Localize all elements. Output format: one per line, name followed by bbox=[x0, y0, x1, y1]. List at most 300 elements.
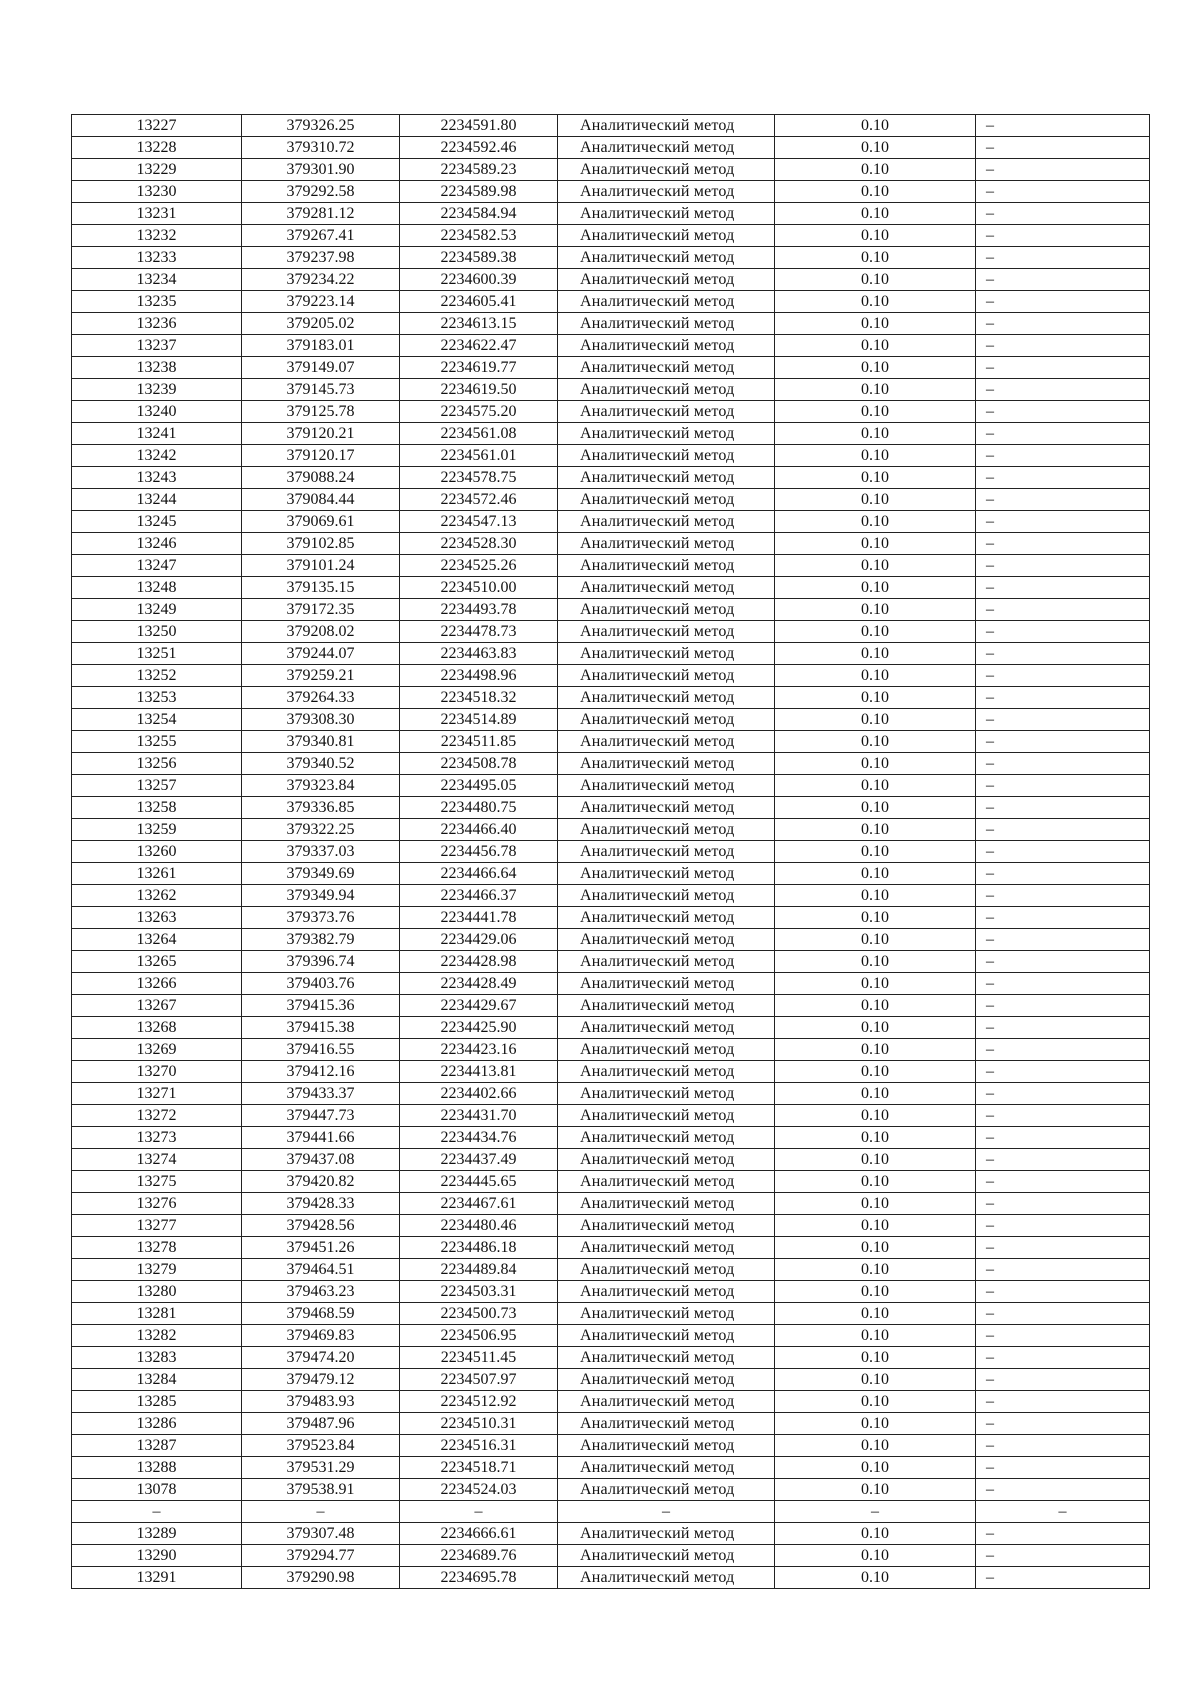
note-cell: – bbox=[976, 885, 1150, 907]
y-coordinate-cell: 2234695.78 bbox=[400, 1567, 558, 1589]
note-cell: – bbox=[976, 445, 1150, 467]
y-coordinate-cell: 2234431.70 bbox=[400, 1105, 558, 1127]
note-cell: – bbox=[976, 313, 1150, 335]
accuracy-cell: 0.10 bbox=[775, 489, 976, 511]
y-coordinate-cell: 2234561.01 bbox=[400, 445, 558, 467]
accuracy-cell: 0.10 bbox=[775, 511, 976, 533]
accuracy-cell: 0.10 bbox=[775, 621, 976, 643]
note-cell: – bbox=[976, 995, 1150, 1017]
point-number-cell: 13283 bbox=[72, 1347, 242, 1369]
accuracy-cell: 0.10 bbox=[775, 1545, 976, 1567]
table-row bbox=[72, 181, 1150, 203]
point-number-cell: 13256 bbox=[72, 753, 242, 775]
table-row bbox=[72, 995, 1150, 1017]
point-number-cell: 13265 bbox=[72, 951, 242, 973]
note-cell: – bbox=[976, 511, 1150, 533]
note-cell: – bbox=[976, 1435, 1150, 1457]
point-number-cell: 13277 bbox=[72, 1215, 242, 1237]
accuracy-cell: 0.10 bbox=[775, 1105, 976, 1127]
table-row bbox=[72, 841, 1150, 863]
point-number-cell: 13271 bbox=[72, 1083, 242, 1105]
note-cell: – bbox=[976, 1545, 1150, 1567]
x-coordinate-cell: 379412.16 bbox=[242, 1061, 400, 1083]
method-cell: Аналитический метод bbox=[558, 731, 775, 753]
x-coordinate-cell: 379259.21 bbox=[242, 665, 400, 687]
note-cell: – bbox=[976, 841, 1150, 863]
accuracy-cell: 0.10 bbox=[775, 137, 976, 159]
point-number-cell: 13267 bbox=[72, 995, 242, 1017]
y-coordinate-cell: 2234518.32 bbox=[400, 687, 558, 709]
method-cell: Аналитический метод bbox=[558, 599, 775, 621]
note-cell: – bbox=[976, 1325, 1150, 1347]
x-coordinate-cell: 379479.12 bbox=[242, 1369, 400, 1391]
table-row bbox=[72, 907, 1150, 929]
accuracy-cell: 0.10 bbox=[775, 1523, 976, 1545]
x-coordinate-cell: 379487.96 bbox=[242, 1413, 400, 1435]
accuracy-cell: 0.10 bbox=[775, 203, 976, 225]
y-coordinate-cell: 2234506.95 bbox=[400, 1325, 558, 1347]
method-cell: Аналитический метод bbox=[558, 753, 775, 775]
method-cell: Аналитический метод bbox=[558, 643, 775, 665]
table-row bbox=[72, 1325, 1150, 1347]
accuracy-cell: 0.10 bbox=[775, 599, 976, 621]
table-row bbox=[72, 137, 1150, 159]
note-cell: – bbox=[976, 1303, 1150, 1325]
accuracy-cell: 0.10 bbox=[775, 753, 976, 775]
y-coordinate-cell: 2234425.90 bbox=[400, 1017, 558, 1039]
note-cell: – bbox=[976, 1501, 1150, 1523]
table-row bbox=[72, 929, 1150, 951]
x-coordinate-cell: 379308.30 bbox=[242, 709, 400, 731]
accuracy-cell: 0.10 bbox=[775, 269, 976, 291]
x-coordinate-cell: 379437.08 bbox=[242, 1149, 400, 1171]
method-cell: Аналитический метод bbox=[558, 115, 775, 137]
method-cell: Аналитический метод bbox=[558, 665, 775, 687]
table-row bbox=[72, 401, 1150, 423]
table-row bbox=[72, 1391, 1150, 1413]
accuracy-cell: 0.10 bbox=[775, 445, 976, 467]
x-coordinate-cell: 379237.98 bbox=[242, 247, 400, 269]
y-coordinate-cell: 2234622.47 bbox=[400, 335, 558, 357]
method-cell: Аналитический метод bbox=[558, 1347, 775, 1369]
method-cell: Аналитический метод bbox=[558, 1435, 775, 1457]
method-cell: Аналитический метод bbox=[558, 467, 775, 489]
x-coordinate-cell: 379101.24 bbox=[242, 555, 400, 577]
accuracy-cell: 0.10 bbox=[775, 1083, 976, 1105]
point-number-cell: 13286 bbox=[72, 1413, 242, 1435]
point-number-cell: 13238 bbox=[72, 357, 242, 379]
method-cell: Аналитический метод bbox=[558, 1105, 775, 1127]
note-cell: – bbox=[976, 775, 1150, 797]
point-number-cell: 13246 bbox=[72, 533, 242, 555]
y-coordinate-cell: 2234514.89 bbox=[400, 709, 558, 731]
table-row bbox=[72, 1567, 1150, 1589]
note-cell: – bbox=[976, 599, 1150, 621]
table-row bbox=[72, 511, 1150, 533]
method-cell: Аналитический метод bbox=[558, 511, 775, 533]
table-row bbox=[72, 335, 1150, 357]
note-cell: – bbox=[976, 467, 1150, 489]
y-coordinate-cell: 2234428.49 bbox=[400, 973, 558, 995]
accuracy-cell: 0.10 bbox=[775, 1215, 976, 1237]
note-cell: – bbox=[976, 489, 1150, 511]
note-cell: – bbox=[976, 1479, 1150, 1501]
method-cell: Аналитический метод bbox=[558, 797, 775, 819]
note-cell: – bbox=[976, 929, 1150, 951]
note-cell: – bbox=[976, 423, 1150, 445]
y-coordinate-cell: 2234512.92 bbox=[400, 1391, 558, 1413]
table-row bbox=[72, 797, 1150, 819]
x-coordinate-cell: 379451.26 bbox=[242, 1237, 400, 1259]
y-coordinate-cell: 2234518.71 bbox=[400, 1457, 558, 1479]
method-cell: Аналитический метод bbox=[558, 1083, 775, 1105]
note-cell: – bbox=[976, 1413, 1150, 1435]
x-coordinate-cell: 379349.94 bbox=[242, 885, 400, 907]
table-row bbox=[72, 115, 1150, 137]
y-coordinate-cell: 2234428.98 bbox=[400, 951, 558, 973]
note-cell: – bbox=[976, 709, 1150, 731]
note-cell: – bbox=[976, 225, 1150, 247]
method-cell: Аналитический метод bbox=[558, 445, 775, 467]
x-coordinate-cell: 379464.51 bbox=[242, 1259, 400, 1281]
table-row bbox=[72, 1479, 1150, 1501]
note-cell: – bbox=[976, 665, 1150, 687]
y-coordinate-cell: 2234528.30 bbox=[400, 533, 558, 555]
accuracy-cell: 0.10 bbox=[775, 1435, 976, 1457]
note-cell: – bbox=[976, 115, 1150, 137]
accuracy-cell: 0.10 bbox=[775, 115, 976, 137]
table-row bbox=[72, 1039, 1150, 1061]
method-cell: Аналитический метод bbox=[558, 1171, 775, 1193]
note-cell: – bbox=[976, 819, 1150, 841]
table-row bbox=[72, 1435, 1150, 1457]
note-cell: – bbox=[976, 951, 1150, 973]
note-cell: – bbox=[976, 533, 1150, 555]
point-number-cell: 13253 bbox=[72, 687, 242, 709]
table-row bbox=[72, 1281, 1150, 1303]
y-coordinate-cell: 2234572.46 bbox=[400, 489, 558, 511]
table-row bbox=[72, 1259, 1150, 1281]
note-cell: – bbox=[976, 1347, 1150, 1369]
table-row bbox=[72, 1215, 1150, 1237]
point-number-cell: 13237 bbox=[72, 335, 242, 357]
accuracy-cell: 0.10 bbox=[775, 335, 976, 357]
table-row bbox=[72, 1193, 1150, 1215]
method-cell: Аналитический метод bbox=[558, 687, 775, 709]
point-number-cell: 13240 bbox=[72, 401, 242, 423]
accuracy-cell: 0.10 bbox=[775, 291, 976, 313]
x-coordinate-cell: 379483.93 bbox=[242, 1391, 400, 1413]
y-coordinate-cell: 2234605.41 bbox=[400, 291, 558, 313]
accuracy-cell: 0.10 bbox=[775, 995, 976, 1017]
point-number-cell: 13264 bbox=[72, 929, 242, 951]
x-coordinate-cell: 379323.84 bbox=[242, 775, 400, 797]
x-coordinate-cell: 379084.44 bbox=[242, 489, 400, 511]
x-coordinate-cell: 379149.07 bbox=[242, 357, 400, 379]
x-coordinate-cell: 379264.33 bbox=[242, 687, 400, 709]
y-coordinate-cell: 2234486.18 bbox=[400, 1237, 558, 1259]
y-coordinate-cell: 2234589.23 bbox=[400, 159, 558, 181]
accuracy-cell: 0.10 bbox=[775, 951, 976, 973]
table-row bbox=[72, 467, 1150, 489]
y-coordinate-cell: 2234493.78 bbox=[400, 599, 558, 621]
point-number-cell: 13259 bbox=[72, 819, 242, 841]
point-number-cell: 13281 bbox=[72, 1303, 242, 1325]
x-coordinate-cell: 379326.25 bbox=[242, 115, 400, 137]
y-coordinate-cell: 2234516.31 bbox=[400, 1435, 558, 1457]
table-row bbox=[72, 1149, 1150, 1171]
point-number-cell: 13270 bbox=[72, 1061, 242, 1083]
note-cell: – bbox=[976, 379, 1150, 401]
table-row bbox=[72, 1413, 1150, 1435]
accuracy-cell: 0.10 bbox=[775, 1127, 976, 1149]
accuracy-cell: 0.10 bbox=[775, 1325, 976, 1347]
note-cell: – bbox=[976, 1039, 1150, 1061]
y-coordinate-cell: 2234445.65 bbox=[400, 1171, 558, 1193]
table-row bbox=[72, 731, 1150, 753]
method-cell: Аналитический метод bbox=[558, 203, 775, 225]
x-coordinate-cell: 379468.59 bbox=[242, 1303, 400, 1325]
note-cell: – bbox=[976, 1391, 1150, 1413]
accuracy-cell: 0.10 bbox=[775, 863, 976, 885]
method-cell: Аналитический метод bbox=[558, 1149, 775, 1171]
y-coordinate-cell: 2234591.80 bbox=[400, 115, 558, 137]
point-number-cell: 13278 bbox=[72, 1237, 242, 1259]
table-row bbox=[72, 1017, 1150, 1039]
note-cell: – bbox=[976, 181, 1150, 203]
point-number-cell: 13288 bbox=[72, 1457, 242, 1479]
accuracy-cell: 0.10 bbox=[775, 709, 976, 731]
x-coordinate-cell: 379069.61 bbox=[242, 511, 400, 533]
point-number-cell: 13262 bbox=[72, 885, 242, 907]
accuracy-cell: 0.10 bbox=[775, 1479, 976, 1501]
accuracy-cell: 0.10 bbox=[775, 357, 976, 379]
accuracy-cell: 0.10 bbox=[775, 1149, 976, 1171]
point-number-cell: 13285 bbox=[72, 1391, 242, 1413]
method-cell: Аналитический метод bbox=[558, 1281, 775, 1303]
point-number-cell: 13282 bbox=[72, 1325, 242, 1347]
point-number-cell: 13289 bbox=[72, 1523, 242, 1545]
accuracy-cell: 0.10 bbox=[775, 1347, 976, 1369]
y-coordinate-cell: 2234510.31 bbox=[400, 1413, 558, 1435]
point-number-cell: 13229 bbox=[72, 159, 242, 181]
table-row bbox=[72, 863, 1150, 885]
table-row bbox=[72, 951, 1150, 973]
accuracy-cell: 0.10 bbox=[775, 797, 976, 819]
method-cell: Аналитический метод bbox=[558, 1325, 775, 1347]
x-coordinate-cell: 379281.12 bbox=[242, 203, 400, 225]
point-number-cell: 13239 bbox=[72, 379, 242, 401]
x-coordinate-cell: 379531.29 bbox=[242, 1457, 400, 1479]
x-coordinate-cell: 379301.90 bbox=[242, 159, 400, 181]
y-coordinate-cell: 2234495.05 bbox=[400, 775, 558, 797]
accuracy-cell: 0.10 bbox=[775, 907, 976, 929]
accuracy-cell: 0.10 bbox=[775, 1171, 976, 1193]
y-coordinate-cell: 2234489.84 bbox=[400, 1259, 558, 1281]
table-row bbox=[72, 819, 1150, 841]
point-number-cell: 13078 bbox=[72, 1479, 242, 1501]
accuracy-cell: 0.10 bbox=[775, 1237, 976, 1259]
point-number-cell: 13230 bbox=[72, 181, 242, 203]
point-number-cell: 13235 bbox=[72, 291, 242, 313]
y-coordinate-cell: 2234584.94 bbox=[400, 203, 558, 225]
note-cell: – bbox=[976, 1171, 1150, 1193]
point-number-cell: 13274 bbox=[72, 1149, 242, 1171]
point-number-cell: 13231 bbox=[72, 203, 242, 225]
x-coordinate-cell: 379135.15 bbox=[242, 577, 400, 599]
note-cell: – bbox=[976, 555, 1150, 577]
method-cell: Аналитический метод bbox=[558, 1457, 775, 1479]
x-coordinate-cell: 379120.21 bbox=[242, 423, 400, 445]
method-cell: Аналитический метод bbox=[558, 577, 775, 599]
note-cell: – bbox=[976, 621, 1150, 643]
note-cell: – bbox=[976, 1149, 1150, 1171]
accuracy-cell: 0.10 bbox=[775, 973, 976, 995]
method-cell: Аналитический метод bbox=[558, 1061, 775, 1083]
coordinates-table-body bbox=[72, 115, 1150, 1589]
x-coordinate-cell: 379205.02 bbox=[242, 313, 400, 335]
point-number-cell: 13242 bbox=[72, 445, 242, 467]
x-coordinate-cell: 379088.24 bbox=[242, 467, 400, 489]
note-cell: – bbox=[976, 1259, 1150, 1281]
point-number-cell: 13276 bbox=[72, 1193, 242, 1215]
y-coordinate-cell: 2234466.64 bbox=[400, 863, 558, 885]
note-cell: – bbox=[976, 357, 1150, 379]
x-coordinate-cell: 379145.73 bbox=[242, 379, 400, 401]
table-row bbox=[72, 687, 1150, 709]
table-row bbox=[72, 489, 1150, 511]
x-coordinate-cell: 379183.01 bbox=[242, 335, 400, 357]
y-coordinate-cell: 2234498.96 bbox=[400, 665, 558, 687]
method-cell: Аналитический метод bbox=[558, 533, 775, 555]
point-number-cell: 13272 bbox=[72, 1105, 242, 1127]
note-cell: – bbox=[976, 1061, 1150, 1083]
accuracy-cell: 0.10 bbox=[775, 1193, 976, 1215]
accuracy-cell: 0.10 bbox=[775, 775, 976, 797]
accuracy-cell: 0.10 bbox=[775, 731, 976, 753]
accuracy-cell: 0.10 bbox=[775, 1457, 976, 1479]
y-coordinate-cell: 2234511.85 bbox=[400, 731, 558, 753]
note-cell: – bbox=[976, 687, 1150, 709]
point-number-cell: 13260 bbox=[72, 841, 242, 863]
accuracy-cell: 0.10 bbox=[775, 643, 976, 665]
point-number-cell: 13257 bbox=[72, 775, 242, 797]
x-coordinate-cell: 379441.66 bbox=[242, 1127, 400, 1149]
point-number-cell: 13250 bbox=[72, 621, 242, 643]
method-cell: Аналитический метод bbox=[558, 1303, 775, 1325]
table-row bbox=[72, 423, 1150, 445]
y-coordinate-cell: 2234666.61 bbox=[400, 1523, 558, 1545]
accuracy-cell: 0.10 bbox=[775, 841, 976, 863]
table-row bbox=[72, 1061, 1150, 1083]
y-coordinate-cell: 2234613.15 bbox=[400, 313, 558, 335]
x-coordinate-cell: 379310.72 bbox=[242, 137, 400, 159]
point-number-cell: 13233 bbox=[72, 247, 242, 269]
y-coordinate-cell: 2234434.76 bbox=[400, 1127, 558, 1149]
accuracy-cell: 0.10 bbox=[775, 1567, 976, 1589]
accuracy-cell: 0.10 bbox=[775, 1017, 976, 1039]
x-coordinate-cell: 379469.83 bbox=[242, 1325, 400, 1347]
y-coordinate-cell: 2234561.08 bbox=[400, 423, 558, 445]
method-cell: Аналитический метод bbox=[558, 489, 775, 511]
method-cell: Аналитический метод bbox=[558, 1193, 775, 1215]
table-row bbox=[72, 1237, 1150, 1259]
point-number-cell: 13261 bbox=[72, 863, 242, 885]
table-row bbox=[72, 379, 1150, 401]
table-row bbox=[72, 1501, 1150, 1523]
method-cell: Аналитический метод bbox=[558, 181, 775, 203]
table-row bbox=[72, 291, 1150, 313]
x-coordinate-cell: 379447.73 bbox=[242, 1105, 400, 1127]
note-cell: – bbox=[976, 247, 1150, 269]
point-number-cell: 13268 bbox=[72, 1017, 242, 1039]
note-cell: – bbox=[976, 203, 1150, 225]
table-row bbox=[72, 643, 1150, 665]
method-cell: Аналитический метод bbox=[558, 1391, 775, 1413]
y-coordinate-cell: 2234510.00 bbox=[400, 577, 558, 599]
x-coordinate-cell: 379420.82 bbox=[242, 1171, 400, 1193]
note-cell: – bbox=[976, 643, 1150, 665]
y-coordinate-cell: 2234619.77 bbox=[400, 357, 558, 379]
point-number-cell: 13258 bbox=[72, 797, 242, 819]
x-coordinate-cell: 379474.20 bbox=[242, 1347, 400, 1369]
point-number-cell: 13248 bbox=[72, 577, 242, 599]
point-number-cell: 13255 bbox=[72, 731, 242, 753]
point-number-cell: 13236 bbox=[72, 313, 242, 335]
method-cell: Аналитический метод bbox=[558, 159, 775, 181]
note-cell: – bbox=[976, 137, 1150, 159]
note-cell: – bbox=[976, 577, 1150, 599]
y-coordinate-cell: 2234575.20 bbox=[400, 401, 558, 423]
y-coordinate-cell: 2234578.75 bbox=[400, 467, 558, 489]
note-cell: – bbox=[976, 1523, 1150, 1545]
y-coordinate-cell: 2234480.46 bbox=[400, 1215, 558, 1237]
note-cell: – bbox=[976, 1215, 1150, 1237]
note-cell: – bbox=[976, 1105, 1150, 1127]
x-coordinate-cell: 379373.76 bbox=[242, 907, 400, 929]
note-cell: – bbox=[976, 291, 1150, 313]
x-coordinate-cell: 379416.55 bbox=[242, 1039, 400, 1061]
note-cell: – bbox=[976, 1567, 1150, 1589]
table-row bbox=[72, 885, 1150, 907]
x-coordinate-cell: 379125.78 bbox=[242, 401, 400, 423]
method-cell: Аналитический метод bbox=[558, 1017, 775, 1039]
point-number-cell: 13234 bbox=[72, 269, 242, 291]
table-row bbox=[72, 709, 1150, 731]
table-row bbox=[72, 753, 1150, 775]
method-cell: Аналитический метод bbox=[558, 555, 775, 577]
method-cell: Аналитический метод bbox=[558, 907, 775, 929]
y-coordinate-cell: 2234429.06 bbox=[400, 929, 558, 951]
y-coordinate-cell: 2234441.78 bbox=[400, 907, 558, 929]
x-coordinate-cell: 379290.98 bbox=[242, 1567, 400, 1589]
y-coordinate-cell: 2234547.13 bbox=[400, 511, 558, 533]
method-cell: Аналитический метод bbox=[558, 335, 775, 357]
method-cell: Аналитический метод bbox=[558, 1237, 775, 1259]
y-coordinate-cell: 2234466.40 bbox=[400, 819, 558, 841]
x-coordinate-cell: 379337.03 bbox=[242, 841, 400, 863]
note-cell: – bbox=[976, 973, 1150, 995]
x-coordinate-cell: 379102.85 bbox=[242, 533, 400, 555]
accuracy-cell: 0.10 bbox=[775, 423, 976, 445]
table-row bbox=[72, 1523, 1150, 1545]
point-number-cell: 13249 bbox=[72, 599, 242, 621]
method-cell: Аналитический метод bbox=[558, 929, 775, 951]
point-number-cell: 13266 bbox=[72, 973, 242, 995]
x-coordinate-cell: 379234.22 bbox=[242, 269, 400, 291]
method-cell: Аналитический метод bbox=[558, 709, 775, 731]
y-coordinate-cell: 2234500.73 bbox=[400, 1303, 558, 1325]
